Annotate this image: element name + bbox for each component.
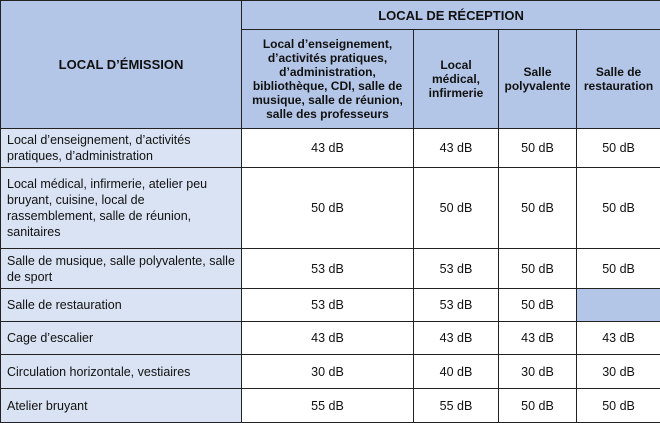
cell-value: 43 dB — [242, 322, 414, 355]
cell-value: 30 dB — [577, 355, 660, 389]
row-label: Salle de musique, salle polyvalente, salle de sport — [1, 249, 242, 289]
cell-value: 43 dB — [499, 322, 577, 355]
table-row — [1, 289, 660, 322]
row-label: Salle de restauration — [1, 289, 242, 322]
emission-header: LOCAL D’ÉMISSION — [1, 1, 242, 129]
cell-value: 40 dB — [414, 355, 499, 389]
cell-value: 53 dB — [242, 289, 414, 322]
table-row — [1, 322, 660, 355]
cell-value: 50 dB — [577, 249, 660, 289]
cell-value: 50 dB — [577, 389, 660, 423]
cell-value: 50 dB — [242, 168, 414, 249]
cell-value: 53 dB — [242, 249, 414, 289]
row-label: Local d’enseignement, d’activités pratiques, d’administration — [1, 129, 242, 168]
cell-value: 43 dB — [414, 129, 499, 168]
cell-value: 53 dB — [414, 289, 499, 322]
column-header: Local médical, infirmerie — [414, 30, 499, 129]
cell-value: 50 dB — [577, 129, 660, 168]
empty-cell — [577, 289, 660, 322]
table-row — [1, 129, 660, 168]
cell-value: 50 dB — [499, 168, 577, 249]
cell-value: 50 dB — [577, 168, 660, 249]
cell-value: 50 dB — [499, 389, 577, 423]
column-header: Salle de restauration — [577, 30, 660, 129]
row-label: Cage d’escalier — [1, 322, 242, 355]
row-label: Local médical, infirmerie, atelier peu bruyant, cuisine, local de rassemblement, salle de réunion, sanitaires — [1, 168, 242, 249]
column-header: Salle polyvalente — [499, 30, 577, 129]
cell-value: 50 dB — [499, 129, 577, 168]
table-row — [1, 389, 660, 423]
cell-value: 43 dB — [414, 322, 499, 355]
cell-value: 50 dB — [414, 168, 499, 249]
cell-value: 55 dB — [414, 389, 499, 423]
cell-value: 53 dB — [414, 249, 499, 289]
cell-value: 30 dB — [242, 355, 414, 389]
cell-value: 50 dB — [499, 289, 577, 322]
table-row — [1, 168, 660, 249]
cell-value: 55 dB — [242, 389, 414, 423]
cell-value: 43 dB — [577, 322, 660, 355]
column-header: Local d’enseignement, d’activités pratiques, d’administration, bibliothèque, CDI, salle de musique, salle de réunion, salle des professeurs — [242, 30, 414, 129]
reception-header: LOCAL DE RÉCEPTION — [242, 1, 660, 30]
row-label: Circulation horizontale, vestiaires — [1, 355, 242, 389]
table-row — [1, 355, 660, 389]
cell-value: 50 dB — [499, 249, 577, 289]
table-row — [1, 249, 660, 289]
cell-value: 43 dB — [242, 129, 414, 168]
row-label: Atelier bruyant — [1, 389, 242, 423]
cell-value: 30 dB — [499, 355, 577, 389]
